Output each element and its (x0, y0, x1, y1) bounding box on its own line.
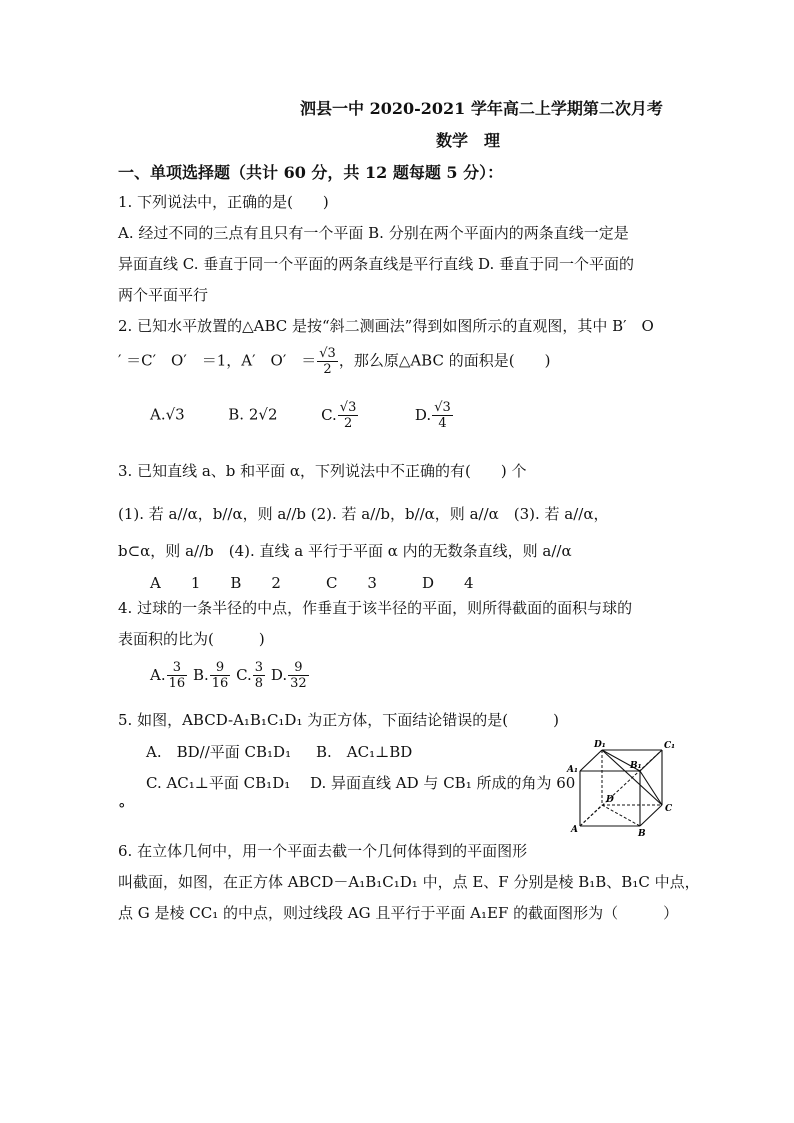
q4-option-a: A. $\frac{3}{16}$ (150, 660, 186, 691)
q2-line2b: ，那么原△ABC 的面积是( ) (338, 351, 551, 370)
q2-option-c: C. $\frac{√3}{2}$ (321, 400, 357, 431)
q2-options (150, 400, 454, 431)
label-a: A (571, 825, 578, 835)
q3-line2: (1). 若 a//α，b//α，则 a//b (2). 若 a//b，b//α，则 a//α (3). 若 a//α， (118, 505, 609, 523)
q6-line2: 叫截面，如图，在正方体 ABCD－A₁B₁C₁D₁ 中，点 E、F 分别是棱 B₁B、B₁C 中点， (118, 873, 700, 891)
exam-subtitle: 数学 理 (436, 131, 501, 150)
q3-line3: b⊂α，则 a//b (4). 直线 a 平行于平面 α 内的无数条直线，则 a//α (118, 542, 572, 560)
q3-line1: 3. 已知直线 a、b 和平面 α，下列说法中不正确的有( ) 个 (118, 462, 527, 480)
q5-option-b: B. AC₁⊥BD (316, 743, 413, 761)
q6-line1: 6. 在立体几何中，用一个平面去截一个几何体得到的平面图形 (118, 842, 528, 860)
cube-figure (562, 738, 680, 838)
q6-line3: 点 G 是棱 CC₁ 的中点，则过线段 AG 且平行于平面 A₁EF 的截面图形为（ ） (118, 904, 679, 922)
q2-line2 (118, 346, 550, 377)
q2-fraction: $\frac{√3}{2}$ (319, 346, 336, 377)
label-d1: D₁ (594, 740, 606, 750)
q4-option-b: B. $\frac{9}{16}$ (192, 660, 229, 691)
q5-option-a: A. BD//平面 CB₁D₁ (146, 743, 292, 761)
q4-line2: 表面积的比为( ) (118, 630, 265, 648)
label-c: C (665, 804, 673, 814)
q3-options: A 1 B 2 C 3 D 4 (150, 574, 474, 592)
label-b1: B₁ (630, 761, 642, 771)
q1-line3: 异面直线 C. 垂直于同一个平面的两条直线是平行直线 D. 垂直于同一个平面的 (118, 255, 635, 273)
q4-options (150, 660, 310, 691)
q2-option-b: B. 2√2 (228, 405, 278, 424)
q5-line3: C. AC₁⊥平面 CB₁D₁ D. 异面直线 AD 与 CB₁ 所成的角为 60 (146, 774, 576, 792)
q2-option-d: D. $\frac{√3}{4}$ (414, 400, 451, 431)
q5-line1: 5. 如图，ABCD-A₁B₁C₁D₁ 为正方体，下面结论错误的是( ) (118, 711, 559, 729)
q1-stem: 1. 下列说法中，正确的是( ) (118, 193, 329, 211)
label-a1: A₁ (567, 765, 578, 775)
label-b: B (638, 829, 646, 838)
q2-option-a: A.√3 (150, 405, 185, 424)
q5-line4: ° (118, 800, 126, 818)
q1-line4: 两个平面平行 (118, 286, 209, 304)
label-d: D (606, 795, 614, 805)
q4-option-d: D. $\frac{9}{32}$ (270, 660, 307, 691)
label-c1: C₁ (664, 741, 676, 751)
q4-option-c: C. $\frac{3}{8}$ (236, 660, 264, 691)
exam-title: 泗县一中 2020-2021 学年高二上学期第二次月考 (300, 99, 663, 118)
q4-line1: 4. 过球的一条半径的中点，作垂直于该半径的平面，则所得截面的面积与球的 (118, 599, 633, 617)
q2-line2a: ′ ＝C′ O′ ＝1，A′ O′ ＝ (118, 351, 317, 370)
q2-line1: 2. 已知水平放置的△ABC 是按“斜二测画法”得到如图所示的直观图，其中 B′ O (118, 317, 654, 335)
section-heading: 一、单项选择题（共计 60 分，共 12 题每题 5 分）： (118, 163, 504, 182)
q1-line2: A. 经过不同的三点有且只有一个平面 B. 分别在两个平面内的两条直线一定是 (118, 224, 629, 242)
